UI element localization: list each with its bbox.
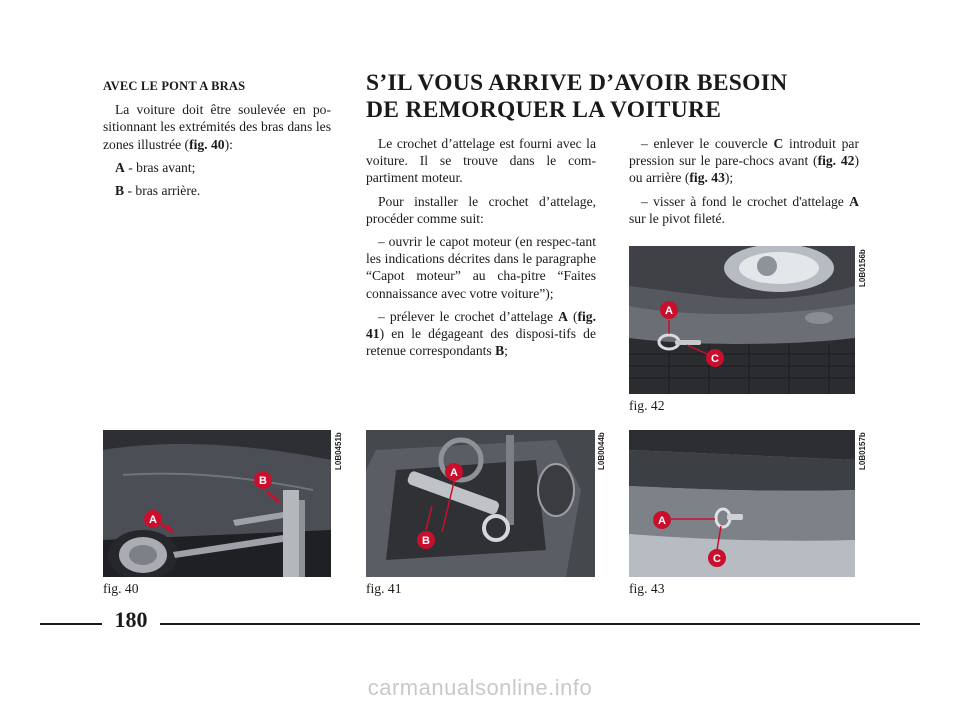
figure-reference: fig. 43 <box>689 170 725 186</box>
figure-caption: fig. 43 <box>629 581 665 596</box>
figure-41-photo <box>366 430 595 577</box>
callout-label-c: C <box>713 553 721 565</box>
page-number: 180 <box>114 607 148 632</box>
figure-40-photo <box>103 430 331 577</box>
figure-reference: fig. 40 <box>189 136 225 152</box>
footer-rule-left <box>40 623 102 625</box>
callout-label-b: B <box>259 475 267 487</box>
footer-rule-right <box>160 623 920 625</box>
callout-label-a: A <box>658 515 666 527</box>
paragraph: Pour installer le crochet d’attelage, procéder comme suit: <box>366 193 596 226</box>
callout-label-a: A <box>149 514 157 526</box>
figure-caption: fig. 40 <box>103 581 139 596</box>
right-column <box>629 135 859 233</box>
paragraph: La voiture doit être soulevée en po-sitionnant les extrémités des bras dans les zones illustrée (fig. 40): <box>103 102 331 152</box>
callout-label-a: A <box>450 467 458 479</box>
list-item-b: B - bras arrière. <box>115 183 201 199</box>
figure-caption: fig. 42 <box>629 398 665 413</box>
paragraph: – visser à fond le crochet d'attelage A sur le pivot fileté. <box>629 193 859 226</box>
figure-caption: fig. 41 <box>366 581 402 596</box>
figure-code: L0B0157b <box>858 432 867 470</box>
figure-reference: fig. 42 <box>817 153 855 169</box>
callout-label-a: A <box>665 305 673 317</box>
figure-42-photo <box>629 246 855 394</box>
watermark: carmanualsonline.info <box>367 675 593 700</box>
left-column <box>103 78 331 205</box>
middle-column <box>366 135 596 365</box>
figure-43-photo <box>629 430 855 577</box>
paragraph: – prélever le crochet d’attelage A (fig. 41) en le dégageant des disposi-tifs de retenue correspondants B; <box>366 308 596 359</box>
figure-code: L0B0156b <box>858 249 867 287</box>
page-title: S’IL VOUS ARRIVE D’AVOIR BESOIN DE REMORQUER LA VOITURE <box>366 70 788 123</box>
section-subheading: AVEC LE PONT A BRAS <box>103 79 246 93</box>
list-item-a: A - bras avant; <box>115 159 196 175</box>
callout-label-b: B <box>422 535 430 547</box>
paragraph: Le crochet d’attelage est fourni avec la voiture. Il se trouve dans le com-partiment moteur. <box>366 136 596 186</box>
callout-label-c: C <box>711 353 719 365</box>
figure-code: L0B0044b <box>597 432 606 470</box>
figure-reference: fig. 41 <box>366 308 596 342</box>
paragraph: – enlever le couvercle C introduit par pression sur le pare-chocs avant (fig. 42) ou arrière (fig. 43); <box>629 136 860 186</box>
figure-code: L0B0451b <box>334 432 343 470</box>
paragraph: – ouvrir le capot moteur (en respec-tant les indications décrites dans le paragraphe “Capot moteur” au cha-pitre “Faites connaissance avec votre voiture”); <box>366 234 596 301</box>
